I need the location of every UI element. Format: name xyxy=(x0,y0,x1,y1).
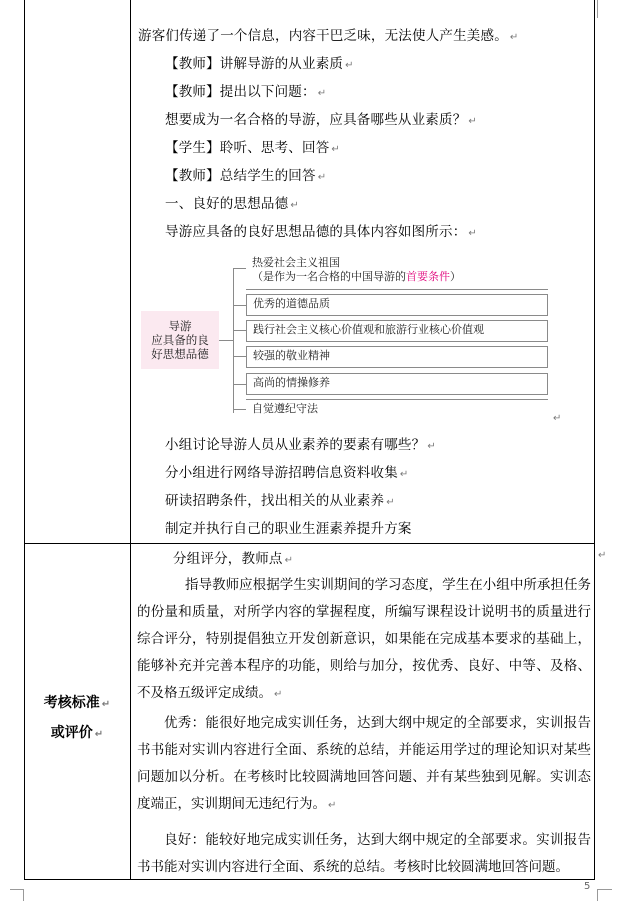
column-divider xyxy=(130,0,131,880)
text-line: 小组讨论导游人员从业素养的要素有哪些？ ↵ xyxy=(165,437,436,453)
text-line: 导游应具备的良好思想品德的具体内容如图所示： ↵ xyxy=(165,224,477,240)
evaluation-excellent: 优秀：能很好地完成实训任务，达到大纲中规定的全部要求，实训报告书书能对实训内容进行全面、系统的总结，并能运用学过的理论知识对某些问题加以分析。在考核时比较圆满地回答问题、并有某些独到见解。实训态度端正，实训期间无违纪行为。 ↵ xyxy=(137,715,591,812)
text-line: 【学生】聆听、思考、回答 ↵ xyxy=(165,140,340,156)
table-right-border xyxy=(594,0,595,880)
evaluation-paragraph: 指导教师应根据学生实训期间的学习态度，学生在小组中所承担任务的份量和质量，对所学内容的掌握程度，所编写课程设计说明书的质量进行综合评分，特别提倡独立开发创新意识，如果能在完成基本要求的基础上，能够补充并完善本程序的功能，则给与加分，按优秀、良好、中等、及格、不及格五级评定成绩。 ↵ xyxy=(137,577,591,701)
paragraph-mark: ↵ xyxy=(598,550,607,561)
paragraph-mark: ↵ xyxy=(553,413,562,424)
diagram-branch xyxy=(233,330,246,331)
row-label: 考核标准 ↵ 或评价 ↵ xyxy=(43,695,111,741)
text-line: 制定并执行自己的职业生涯素养提升方案 xyxy=(165,521,412,537)
text-line: 分小组进行网络导游招聘信息资料收集 ↵ xyxy=(165,465,409,481)
diagram-item: 优秀的道德品质 xyxy=(246,294,548,316)
page-number: 5 xyxy=(584,881,591,892)
intro-line: 分组评分，教师点 ↵ xyxy=(173,551,294,567)
section-heading: 一、良好的思想品德 ↵ xyxy=(165,196,299,212)
diagram-bracket xyxy=(233,268,234,413)
diagram-item: 践行社会主义核心价值观和旅游行业核心价值观 xyxy=(246,320,548,342)
text-line: 想要成为一名合格的导游，应具备哪些从业素质？ ↵ xyxy=(165,112,477,128)
diagram-branch xyxy=(233,384,246,385)
text-line: 研读招聘条件，找出相关的从业素养 ↵ xyxy=(165,493,395,509)
text-line: 【教师】总结学生的回答 ↵ xyxy=(165,168,327,184)
diagram-branch xyxy=(233,268,246,269)
crop-mark xyxy=(597,0,598,18)
diagram-item: 自觉遵纪守法 xyxy=(246,399,548,419)
crop-mark xyxy=(10,889,24,890)
text-line: 【教师】提出以下问题： ↵ xyxy=(165,84,327,100)
text-line: 【教师】讲解导游的从业素质 ↵ xyxy=(165,56,354,72)
diagram-branch xyxy=(233,409,246,410)
diagram-connector xyxy=(219,340,233,341)
evaluation-good: 良好：能较好地完成实训任务，达到大纲中规定的全部要求。实训报告书书能对实训内容进行全面、系统的总结。考核时比较圆满地回答问题。 xyxy=(137,832,591,875)
diagram-item: 热爱社会主义祖国 （是作为一名合格的中国导游的首要条件） xyxy=(246,254,548,290)
text-line: 游客们传递了一个信息，内容干巴乏味，无法使人产生美感。 ↵ xyxy=(138,28,519,44)
row-divider xyxy=(24,543,595,544)
crop-mark xyxy=(23,889,24,901)
diagram-root: 导游 应具备的良 好思想品德 xyxy=(141,311,219,369)
diagram-branch xyxy=(233,356,246,357)
diagram-item: 高尚的情操修养 xyxy=(246,373,548,395)
highlight-text: 首要条件 xyxy=(406,270,450,283)
diagram-branch xyxy=(233,305,246,306)
diagram-item: 较强的敬业精神 xyxy=(246,346,548,368)
crop-mark xyxy=(597,889,598,901)
crop-mark xyxy=(598,889,612,890)
